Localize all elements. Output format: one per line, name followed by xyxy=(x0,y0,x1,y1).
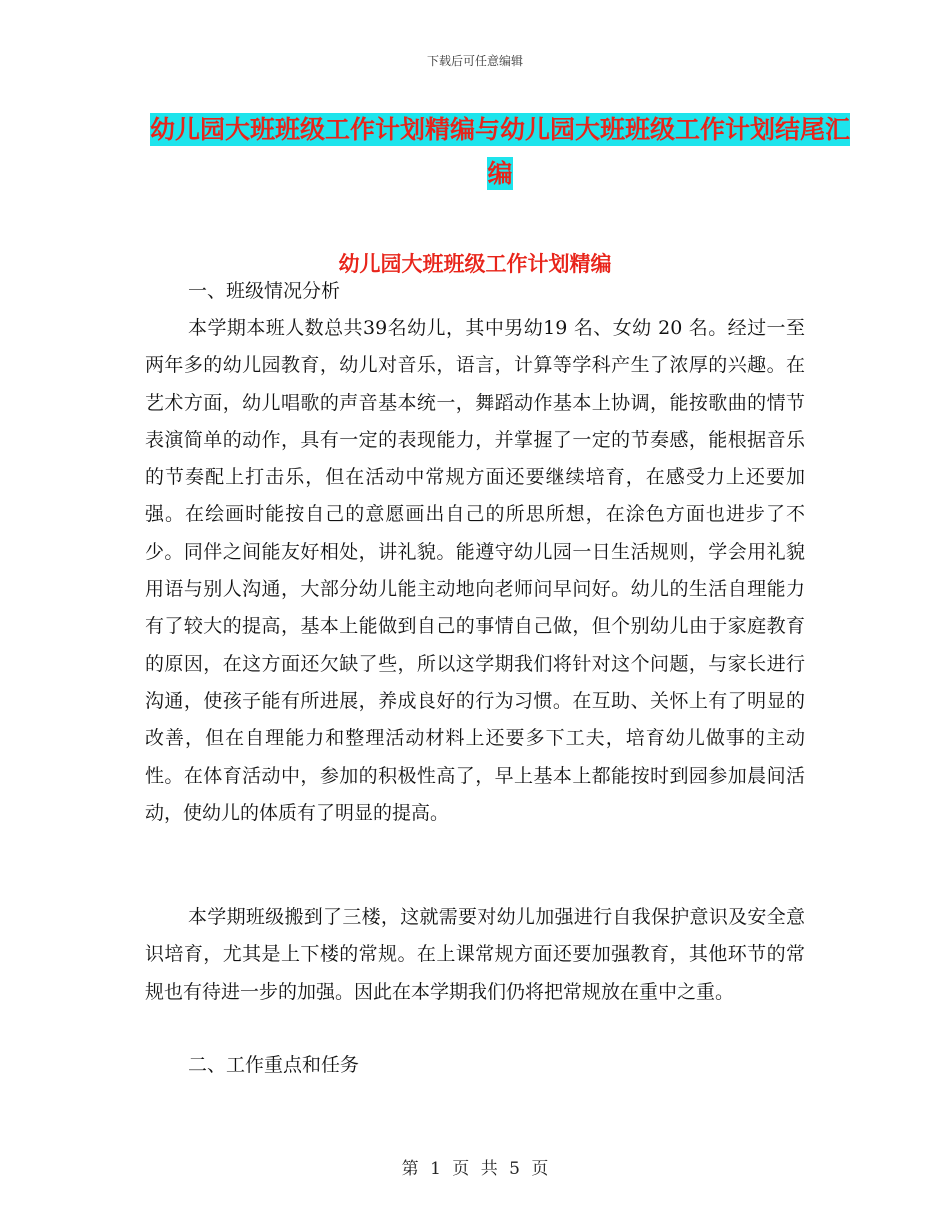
heading-class-analysis: 一、班级情况分析 xyxy=(188,280,341,302)
heading-work-focus: 二、工作重点和任务 xyxy=(188,1054,360,1076)
paragraph-2: 本学期班级搬到了三楼，这就需要对幼儿加强进行自我保护意识及安全意识培育，尤其是上下楼的常规。在上课常规方面还要加强教育，其他环节的常规也有待进一步的加强。因此在本学期我们仍将把常规放在重中之重。 xyxy=(145,906,805,1003)
document-title-text: 幼儿园大班班级工作计划精编与幼儿园大班班级工作计划结尾汇编 xyxy=(150,115,851,188)
section-title: 幼儿园大班班级工作计划精编 xyxy=(338,252,612,276)
document-title xyxy=(150,108,850,196)
page-header-note: 下载后可任意编辑 xyxy=(426,54,523,68)
page-footer-number: 第 1 页 共 5 页 xyxy=(401,1159,549,1179)
paragraph-1: 本学期本班人数总共39名幼儿，其中男幼19 名、女幼 20 名。经过一至两年多的幼儿园教育，幼儿对音乐，语言，计算等学科产生了浓厚的兴趣。在艺术方面，幼儿唱歌的声音基本统一，舞蹈动作基本上协调，能按歌曲的情节表演简单的动作，具有一定的表现能力，并掌握了一定的节奏感，能根据音乐的节奏配上打击乐，但在活动中常规方面还要继续培育，在感受力上还要加强。在绘画时能按自己的意愿画出自己的所思所想，在涂色方面也进步了不少。同伴之间能友好相处，讲礼貌。能遵守幼儿园一日生活规则，学会用礼貌用语与别人沟通，大部分幼儿能主动地向老师问早问好。幼儿的生活自理能力有了较大的提高，基本上能做到自己的事情自己做，但个别幼儿由于家庭教育的原因，在这方面还欠缺了些，所以这学期我们将针对这个问题，与家长进行沟通，使孩子能有所进展，养成良好的行为习惯。在互助、关怀上有了明显的改善，但在自理能力和整理活动材料上还要多下工夫，培育幼儿做事的主动性。在体育活动中，参加的积极性高了，早上基本上都能按时到园参加晨间活动，使幼儿的体质有了明显的提高。 xyxy=(145,317,805,824)
